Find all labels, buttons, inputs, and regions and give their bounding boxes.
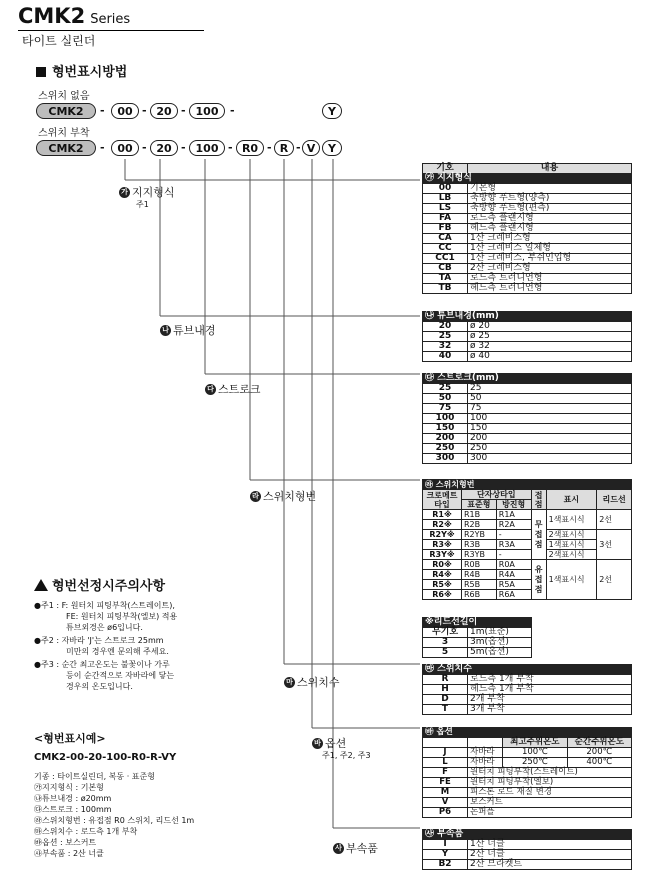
switch-table: ㉱ 스위치형번 크로메트 타입 단자상타입 접점 표시 리드선 표준형 방진형 R1※ R1B R1A 무접점 1색표시식 2선 R2※ R2B R2A R2Y※ R2YB - 2색표시식 3선 R3※ R3B R3A 1색표시식 R3Y※ R3YB - 2색표시식 R0※ R0B R0A 유접점 1색표시식 2선 R4※ R4B R4A R5※ R5B R5A R6※ R6B R6A (422, 479, 632, 600)
example-line: ㉮지지형식 : 기본형 (34, 783, 104, 792)
code-bore: 20 (150, 140, 178, 156)
example-line: 기종 : 타이트실린더, 복동 · 표준형 (34, 772, 155, 781)
qty-table: ㉲ 스위치수 R 로드측 1개 부착 H 헤드측 1개 부착 D 2개 부착 T 3개 부착 (422, 664, 632, 715)
note-1c: 튜브외경은 ø6입니다. (66, 623, 143, 632)
table-row: B2 2산 브라켓트 (423, 860, 632, 870)
stroke-table: ㉰ 스트로크(mm) 25 25 50 50 75 75 100 100 150 150 200 200 250 250 300 300 (422, 373, 632, 464)
note-3b: 등이 순간적으로 자바라에 닿는 (66, 671, 175, 680)
table-row: 00 기본형 (423, 184, 632, 194)
table-row: CA 1산 크레비스형 (423, 234, 632, 244)
table-row: 150 150 (423, 424, 632, 434)
example-title: <형번표시예> (34, 732, 106, 745)
table-row: D 2개 부착 (423, 695, 632, 705)
table-row: TA 로드측 트러니언형 (423, 274, 632, 284)
label-option: 바 옵션 (312, 735, 346, 751)
table-row: 250 250 (423, 444, 632, 454)
example-line: ㉴부속품 : 2산 너클 (34, 849, 104, 858)
code-support: 00 (111, 140, 139, 156)
code-option: Y (322, 103, 342, 119)
table-row: I 1산 너클 (423, 840, 632, 850)
table-row: V 보스커트 (423, 798, 632, 808)
table-row: 40 ø 40 (423, 352, 632, 362)
label-switch-type: 라 스위치형번 (250, 488, 316, 504)
example-line: ㉳옵션 : 보스커트 (34, 838, 97, 847)
note-1b: FE: 원터치 피팅부착(엘보) 적용 (66, 612, 178, 621)
mark-icon: 마 (284, 677, 295, 688)
dash: - (142, 104, 147, 117)
warning-icon (34, 579, 48, 591)
table-row: H 헤드측 1개 부착 (423, 685, 632, 695)
bore-table: ㉯ 튜브내경(mm) 20 ø 20 25 ø 25 32 ø 32 40 ø 40 (422, 311, 632, 362)
dash: - (100, 104, 105, 117)
table-row: LS 축방향 푸트형(편측) (423, 204, 632, 214)
table-row: T 3개 부착 (423, 705, 632, 715)
table-row: 100 100 (423, 414, 632, 424)
table-row: FA 로드측 플랜지형 (423, 214, 632, 224)
table-row: R3Y※ R3YB - 2색표시식 (423, 550, 632, 560)
label-support: 가 지지형식 (119, 184, 175, 200)
section-title: 형번표시방법 (36, 61, 127, 80)
code-qty: R (274, 140, 294, 156)
code-cmk2: CMK2 (36, 140, 96, 156)
page-title: CMK2 Series (18, 4, 131, 28)
code-bore: 20 (150, 103, 178, 119)
note-3: ●주3 : 순간 최고온도는 불꽃이나 가루 (34, 660, 170, 669)
note-2b: 미만의 경우엔 문의해 주세요. (66, 647, 169, 656)
table-row: 200 200 (423, 434, 632, 444)
table-row: Y 2산 너클 (423, 850, 632, 860)
table-row: R2※ R2B R2A (423, 520, 632, 530)
table-row: R 로드측 1개 부착 (423, 675, 632, 685)
option-table: ㉳ 옵션 최고주위온도 순간주위온도 J 자바라 100℃ 200℃ L 자바라 250℃ 400℃ F 원터치 피팅부착(스트레이트) FE 원터치 피팅부착(엘보) M 피스톤 로드 재질 변경 V 보스커트 P6 논퍼플 (422, 727, 632, 818)
table-row: R1※ R1B R1A 무접점 1색표시식 2선 (423, 510, 632, 520)
table-row: CB 2산 크레비스형 (423, 264, 632, 274)
dash: - (142, 141, 147, 154)
table-row: R6※ R6B R6A (423, 590, 632, 600)
table-row: CC1 1산 크레비스, 부쉬인입형 (423, 254, 632, 264)
table-row: R5※ R5B R5A (423, 580, 632, 590)
caution-title: 형번선정시주의사항 (34, 575, 165, 594)
table-row: FE 원터치 피팅부착(엘보) (423, 778, 632, 788)
lead-table: ※리드선길이 무기호 1m(표준) 3 3m(옵션) 5 5m(옵션) (422, 617, 532, 658)
mark-icon: 바 (312, 738, 323, 749)
example-line: ㉲스위치수 : 로드측 1개 부착 (34, 827, 138, 836)
option-note: 주1, 주2, 주3 (322, 751, 371, 760)
mark-icon: 사 (333, 843, 344, 854)
mark-icon: 가 (119, 187, 130, 198)
label-accessory: 사 부속품 (333, 840, 378, 856)
dash: - (181, 141, 186, 154)
mark-icon: 다 (205, 384, 216, 395)
dash: - (181, 104, 186, 117)
mark-icon: 라 (250, 491, 261, 502)
table-row: 32 ø 32 (423, 342, 632, 352)
table-row: R0※ R0B R0A 유접점 1색표시식 2선 (423, 560, 632, 570)
table-row: 300 300 (423, 454, 632, 464)
table-row: F 원터치 피팅부착(스트레이트) (423, 768, 632, 778)
table-row: M 피스톤 로드 재질 변경 (423, 788, 632, 798)
table-row: 50 50 (423, 394, 632, 404)
dash: - (228, 141, 233, 154)
example-code: CMK2-00-20-100-R0-R-VY (34, 752, 177, 763)
code-support: 00 (111, 103, 139, 119)
table-row: 20 ø 20 (423, 322, 632, 332)
no-switch-label: 스위치 없음 (38, 91, 90, 102)
table-row: 3 3m(옵션) (423, 638, 532, 648)
table-row: L 자바라 250℃ 400℃ (423, 758, 632, 768)
note-1: ●주1 : F: 원터치 피팅부착(스트레이트), (34, 601, 175, 610)
table-row: R4※ R4B R4A (423, 570, 632, 580)
table-row: P6 논퍼플 (423, 808, 632, 818)
table-row: FB 헤드측 플랜지형 (423, 224, 632, 234)
label-switch-qty: 마 스위치수 (284, 674, 340, 690)
example-line: ㉰스트로크 : 100mm (34, 805, 112, 814)
table-row: 5 5m(옵션) (423, 648, 532, 658)
dash: - (267, 141, 272, 154)
mark-icon: 나 (160, 325, 171, 336)
dash: - (100, 141, 105, 154)
accessory-table: ㉴ 부속품 I 1산 너클 Y 2산 너클 B2 2산 브라켓트 (422, 829, 632, 870)
table-row: TB 헤드측 트러니언형 (423, 284, 632, 294)
code-cmk2: CMK2 (36, 103, 96, 119)
table-row: CC 1산 크레비스 일체형 (423, 244, 632, 254)
dash: - (296, 141, 301, 154)
with-switch-label: 스위치 부착 (38, 128, 90, 139)
label-bore: 나 튜브내경 (160, 322, 216, 338)
note-3c: 경우의 온도입니다. (66, 682, 133, 691)
table-row: 75 75 (423, 404, 632, 414)
code-option: V (302, 140, 320, 156)
note-2: ●주2 : 자바라 'J'는 스트로크 25mm (34, 636, 164, 645)
table-row: 25 25 (423, 384, 632, 394)
table-row: J 자바라 100℃ 200℃ (423, 748, 632, 758)
table-row: R2Y※ R2YB - 2색표시식 3선 (423, 530, 632, 540)
table-row: 무기호 1m(표준) (423, 628, 532, 638)
dash: - (230, 104, 236, 117)
code-stroke: 100 (189, 103, 225, 119)
table-row: R3※ R3B R3A 1색표시식 (423, 540, 632, 550)
code-accessory: Y (322, 140, 342, 156)
code-stroke: 100 (189, 140, 225, 156)
table-row: 25 ø 25 (423, 332, 632, 342)
example-line: ㉱스위치형번 : 유접점 R0 스위치, 리드선 1m (34, 816, 195, 825)
support-note: 주1 (136, 200, 149, 209)
support-table: 기호 내용 ㉮ 지지형식 00 기본형 LB 축방향 푸트형(양측) LS 축방향 푸트형(편측) FA 로드측 플랜지형 FB 헤드측 플랜지형 CA 1산 크레비스형 CC 1산 크레비스 일체형 CC1 1산 크레비스, 부쉬인입형 CB 2산 크레비스형 TA 로드측 트러니언형 TB 헤드측 트러니언형 (422, 163, 632, 294)
table-row: LB 축방향 푸트형(양측) (423, 194, 632, 204)
code-switch: R0 (236, 140, 264, 156)
page-subtitle: 타이트 실린더 (22, 34, 96, 48)
label-stroke: 다 스트로크 (205, 381, 261, 397)
example-line: ㉯튜브내경 : ø20mm (34, 794, 112, 803)
